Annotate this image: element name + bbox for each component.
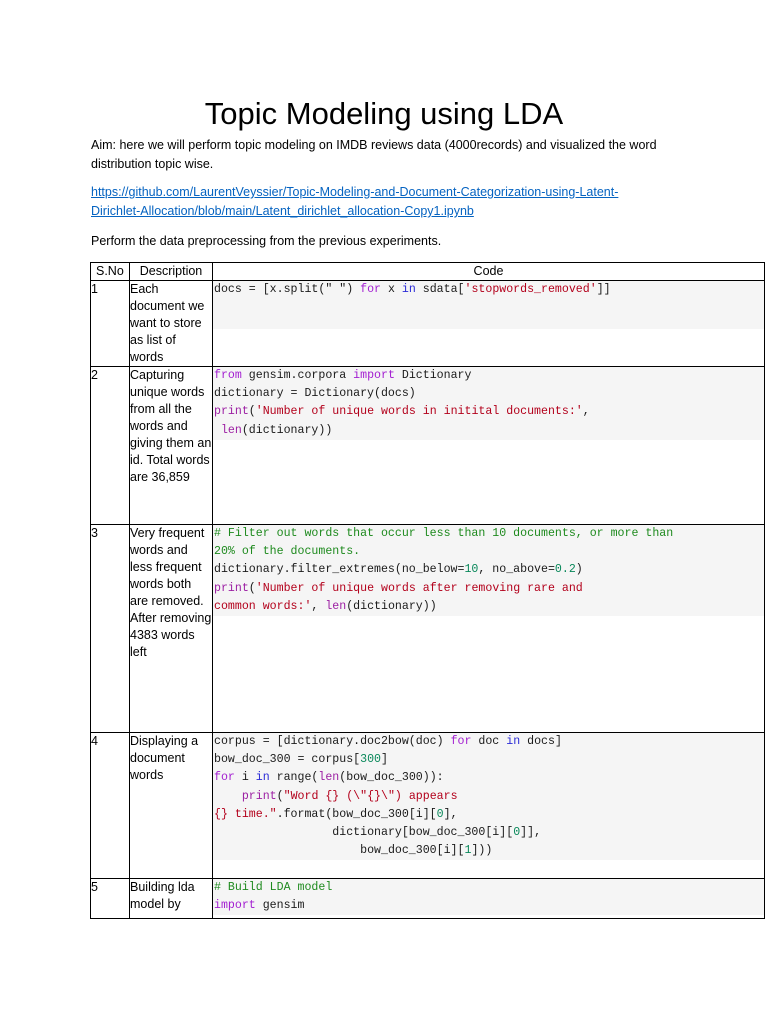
header-sno: S.No — [91, 263, 130, 281]
github-link-line-1[interactable]: https://github.com/LaurentVeyssier/Topic-Modeling-and-Document-Categorization-using-Latent- — [91, 185, 619, 199]
github-link[interactable] — [91, 183, 691, 221]
table-header-row — [91, 263, 765, 281]
code-block: from gensim.corpora import Dictionary dictionary = Dictionary(docs) print('Number of unique words in initital documents:', len(dictionary)) — [213, 367, 764, 440]
table-row — [91, 733, 765, 879]
page-title: Topic Modeling using LDA — [204, 96, 564, 131]
row-sno: 5 — [91, 879, 130, 919]
row-code — [213, 525, 765, 733]
row-sno: 1 — [91, 281, 130, 367]
row-code — [213, 879, 765, 919]
code-block: docs = [x.split(" ") for x in sdata['stopwords_removed']] — [213, 281, 764, 329]
row-description: Capturing unique words from all the words and giving them an id. Total words are 36,859 — [130, 367, 213, 525]
row-code — [213, 281, 765, 367]
table-row — [91, 879, 765, 919]
row-sno: 4 — [91, 733, 130, 879]
code-block: # Filter out words that occur less than 10 documents, or more than 20% of the documents. dictionary.filter_extremes(no_below=10, no_above=0.2) print('Number of unique words after removing rare and common words:', len(dictionary)) — [213, 525, 764, 616]
table-row — [91, 281, 765, 367]
github-link-line-2[interactable]: Dirichlet-Allocation/blob/main/Latent_dirichlet_allocation-Copy1.ipynb — [91, 204, 474, 218]
row-description: Each document we want to store as list of words — [130, 281, 213, 367]
row-sno: 3 — [91, 525, 130, 733]
code-block: # Build LDA model import gensim — [213, 879, 764, 915]
table-row — [91, 525, 765, 733]
row-code — [213, 367, 765, 525]
row-description: Building lda model by — [130, 879, 213, 919]
row-sno: 2 — [91, 367, 130, 525]
row-code — [213, 733, 765, 879]
row-description: Displaying a document words — [130, 733, 213, 879]
table-row — [91, 367, 765, 525]
header-code: Code — [213, 263, 765, 281]
header-description: Description — [130, 263, 213, 281]
aim-paragraph: Aim: here we will perform topic modeling on IMDB reviews data (4000records) and visualized the word distribution topic wise. — [91, 138, 657, 171]
intro-paragraph: Perform the data preprocessing from the previous experiments. — [91, 234, 442, 248]
row-description: Very frequent words and less frequent words both are removed. After removing 4383 words left — [130, 525, 213, 733]
experiment-table — [90, 262, 765, 919]
code-block: corpus = [dictionary.doc2bow(doc) for doc in docs] bow_doc_300 = corpus[300] for i in range(len(bow_doc_300)): print("Word {} (\"{}\") appears {} time.".format(bow_doc_300[i][0], dictionary[bow_doc_300[i][0]], bow_doc_300[i][1])) — [213, 733, 764, 860]
